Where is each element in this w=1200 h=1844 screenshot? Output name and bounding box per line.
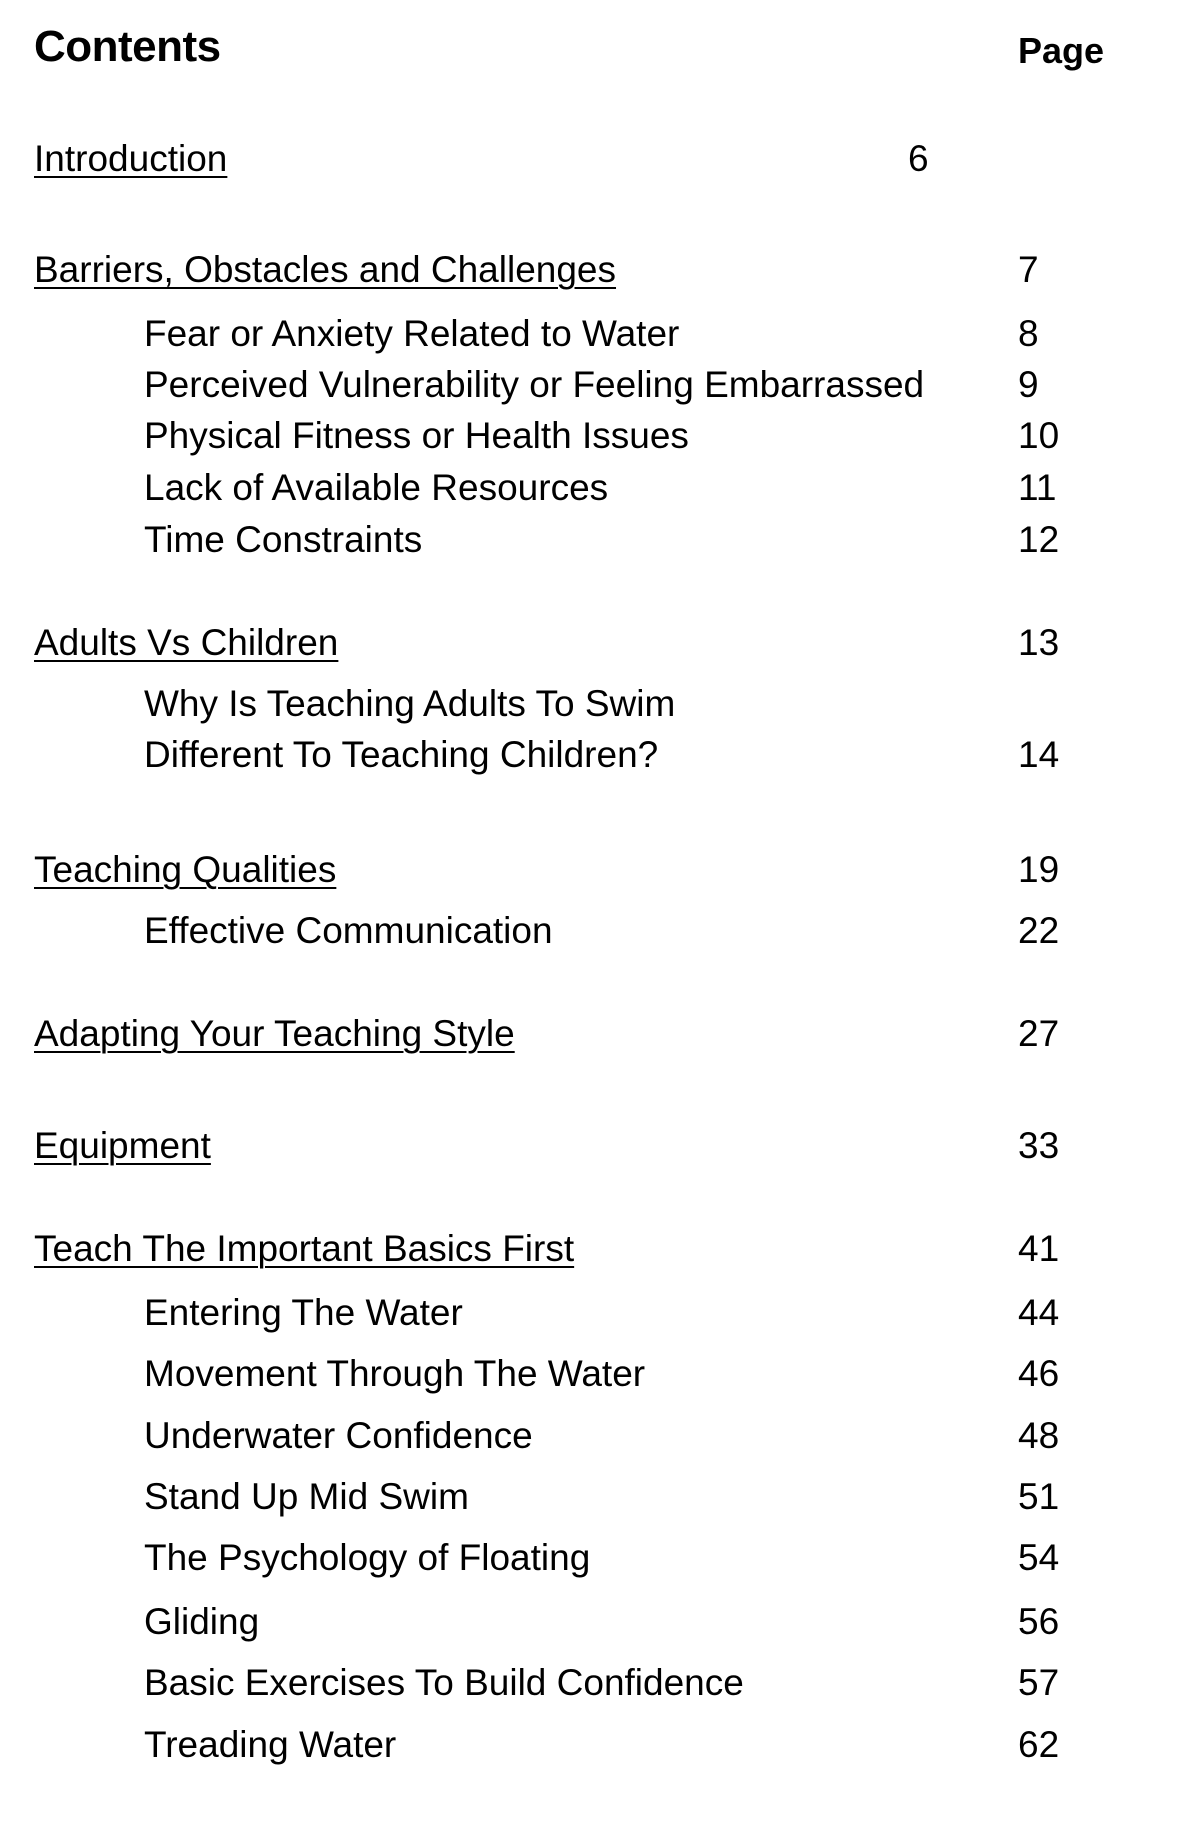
toc-subentry-why-teaching-line2[interactable]	[0, 730, 1200, 780]
toc-entry-page: 54	[1018, 1537, 1060, 1578]
toc-entry-page: 6	[908, 138, 929, 179]
toc-subentry-underwater[interactable]	[0, 1411, 1200, 1461]
toc-entry-page: 56	[1018, 1601, 1060, 1642]
toc-entry-title[interactable]: Teaching Qualities	[34, 849, 337, 890]
toc-entry-page: 14	[1018, 734, 1060, 775]
toc-entry-basics-first[interactable]	[0, 1224, 1200, 1274]
toc-entry-adults-vs-children[interactable]	[0, 618, 1200, 668]
toc-entry-title[interactable]: Adapting Your Teaching Style	[34, 1013, 515, 1054]
toc-entry-page: 9	[1018, 364, 1039, 405]
toc-subentry-basic-exercises[interactable]	[0, 1658, 1200, 1708]
toc-subentry-resources[interactable]	[0, 463, 1200, 513]
toc-entry-page: 48	[1018, 1415, 1060, 1456]
toc-entry-page: 10	[1018, 415, 1060, 456]
toc-entry-page: 12	[1018, 519, 1060, 560]
toc-entry-title: Lack of Available Resources	[144, 467, 609, 508]
page-column-heading: Page	[1018, 30, 1105, 71]
toc-entry-page: 13	[1018, 622, 1060, 663]
toc-entry-title: Physical Fitness or Health Issues	[144, 415, 689, 456]
toc-entry-equipment[interactable]	[0, 1121, 1200, 1171]
toc-entry-title: Fear or Anxiety Related to Water	[144, 313, 680, 354]
toc-entry-page: 62	[1018, 1724, 1060, 1765]
toc-entry-title: Gliding	[144, 1601, 260, 1642]
toc-entry-title: Perceived Vulnerability or Feeling Embarrassed	[144, 364, 925, 405]
toc-subentry-gliding[interactable]	[0, 1597, 1200, 1647]
toc-entry-page: 57	[1018, 1662, 1060, 1703]
toc-entry-introduction[interactable]	[0, 134, 1200, 184]
toc-entry-title: Effective Communication	[144, 910, 553, 951]
toc-entry-title: Movement Through The Water	[144, 1353, 646, 1394]
toc-entry-title: Different To Teaching Children?	[144, 734, 659, 775]
toc-entry-title: Entering The Water	[144, 1292, 463, 1333]
toc-entry-page: 11	[1018, 467, 1057, 508]
toc-entry-teaching-qualities[interactable]	[0, 845, 1200, 895]
toc-subentry-movement[interactable]	[0, 1349, 1200, 1399]
toc-entry-adapting-style[interactable]	[0, 1009, 1200, 1059]
toc-entry-page: 8	[1018, 313, 1039, 354]
toc-entry-title[interactable]: Equipment	[34, 1125, 211, 1166]
toc-entry-title: Treading Water	[144, 1724, 397, 1765]
toc-entry-page: 44	[1018, 1292, 1060, 1333]
toc-entry-title: Stand Up Mid Swim	[144, 1476, 469, 1517]
toc-entry-barriers[interactable]	[0, 245, 1200, 295]
toc-subentry-vulnerability[interactable]	[0, 360, 1200, 410]
toc-entry-page: 33	[1018, 1125, 1060, 1166]
toc-subentry-communication[interactable]	[0, 906, 1200, 956]
toc-subentry-fear[interactable]	[0, 309, 1200, 359]
toc-entry-title[interactable]: Introduction	[34, 138, 228, 179]
toc-entry-title: Basic Exercises To Build Confidence	[144, 1662, 744, 1703]
toc-entry-page: 7	[1018, 249, 1039, 290]
toc-entry-title: Why Is Teaching Adults To Swim	[144, 683, 676, 724]
toc-entry-page: 41	[1018, 1228, 1060, 1269]
toc-entry-page: 46	[1018, 1353, 1060, 1394]
toc-entry-title: Underwater Confidence	[144, 1415, 533, 1456]
toc-entry-title[interactable]: Adults Vs Children	[34, 622, 339, 663]
toc-entry-page: 22	[1018, 910, 1060, 951]
toc-subentry-fitness[interactable]	[0, 411, 1200, 461]
toc-entry-page: 51	[1018, 1476, 1060, 1517]
toc-entry-title: Time Constraints	[144, 519, 423, 560]
toc-entry-title: The Psychology of Floating	[144, 1537, 591, 1578]
toc-subentry-treading[interactable]	[0, 1720, 1200, 1770]
contents-heading: Contents	[34, 22, 221, 71]
toc-subentry-entering-water[interactable]	[0, 1288, 1200, 1338]
toc-subentry-why-teaching-line1[interactable]	[0, 679, 1200, 729]
toc-entry-title[interactable]: Teach The Important Basics First	[34, 1228, 575, 1269]
toc-entry-page: 27	[1018, 1013, 1060, 1054]
toc-entry-title[interactable]: Barriers, Obstacles and Challenges	[34, 249, 617, 290]
toc-subentry-floating[interactable]	[0, 1533, 1200, 1583]
toc-subentry-stand-up[interactable]	[0, 1472, 1200, 1522]
toc-entry-page: 19	[1018, 849, 1060, 890]
toc-subentry-time[interactable]	[0, 515, 1200, 565]
